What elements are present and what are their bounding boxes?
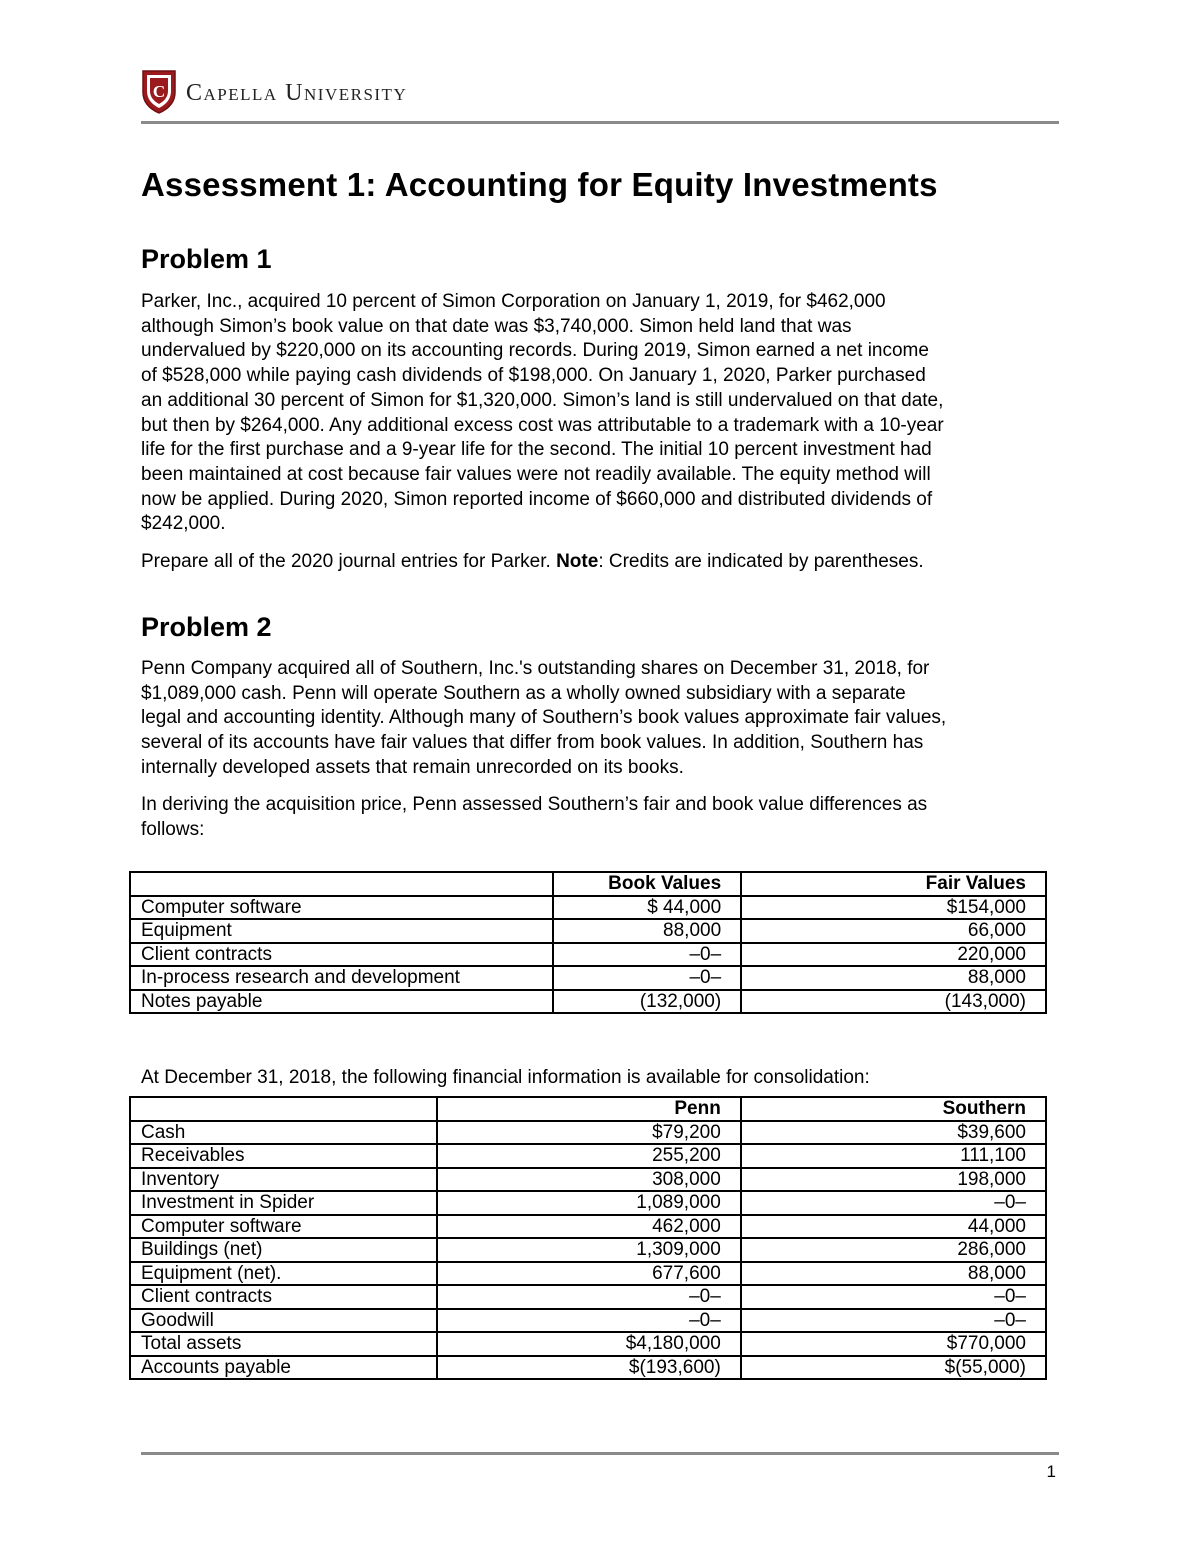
problem1-line: although Simon’s book value on that date was $3,740,000. Simon held land that was: [141, 315, 852, 337]
problem2-line: internally developed assets that remain unrecorded on its books.: [141, 756, 684, 778]
table-cell: $4,180,000: [437, 1332, 741, 1356]
table-cell: –0–: [741, 1285, 1046, 1309]
table-row: [130, 1168, 1046, 1192]
problem1-line: been maintained at cost because fair values were not readily available. The equity method will: [141, 463, 931, 485]
table-header-row: [130, 1097, 1046, 1121]
fair-value-table: [129, 871, 1047, 1014]
table-cell: Receivables: [130, 1144, 437, 1168]
problem1-body: [141, 290, 944, 537]
table-cell: Computer software: [130, 1215, 437, 1239]
table-cell: 88,000: [553, 919, 741, 943]
table-header-cell: [130, 872, 553, 896]
problem1-instruction: [141, 550, 924, 575]
problem2-line: Penn Company acquired all of Southern, Inc.'s outstanding shares on December 31, 2018, for: [141, 658, 930, 679]
problem2-line: In deriving the acquisition price, Penn assessed Southern’s fair and book value differences as: [141, 794, 928, 815]
table-cell: Buildings (net): [130, 1238, 437, 1262]
table-cell: 255,200: [437, 1144, 741, 1168]
table-row: [130, 1144, 1046, 1168]
table-cell: In-process research and development: [130, 966, 553, 990]
table-header-cell: Fair Values: [741, 872, 1046, 896]
problem2-line: several of its accounts have fair values that differ from book values. In addition, Southern has: [141, 732, 924, 754]
problem1-line: Parker, Inc., acquired 10 percent of Simon Corporation on January 1, 2019, for $462,000: [141, 291, 886, 312]
crest-letter: C: [152, 82, 166, 101]
problem1-line: but then by $264,000. Any additional excess cost was attributable to a trademark with a 10-year: [141, 414, 944, 436]
problem1-line: $242,000.: [141, 513, 226, 535]
table-header-cell: Book Values: [553, 872, 741, 896]
problem2-line: $1,089,000 cash. Penn will operate Southern as a wholly owned subsidiary with a separate: [141, 682, 906, 704]
table-cell: 1,089,000: [437, 1191, 741, 1215]
table-row: [130, 1262, 1046, 1286]
table-cell: (143,000): [741, 990, 1046, 1014]
table-header-row: [130, 872, 1046, 896]
table-cell: Client contracts: [130, 1285, 437, 1309]
table-cell: 462,000: [437, 1215, 741, 1239]
problem1-line: of $528,000 while paying cash dividends of $198,000. On January 1, 2020, Parker purchased: [141, 365, 926, 387]
problem1-line: an additional 30 percent of Simon for $1,320,000. Simon’s land is still undervalued on that date,: [141, 389, 944, 411]
table-cell: 66,000: [741, 919, 1046, 943]
table-cell: 308,000: [437, 1168, 741, 1192]
table-row: [130, 896, 1046, 920]
table-row: [130, 1238, 1046, 1262]
table-cell: 111,100: [741, 1144, 1046, 1168]
header-divider: [141, 121, 1059, 124]
table-cell: $(193,600): [437, 1356, 741, 1380]
table-cell: $770,000: [741, 1332, 1046, 1356]
table-cell: Computer software: [130, 896, 553, 920]
table-cell: Goodwill: [130, 1309, 437, 1333]
table-cell: $ 44,000: [553, 896, 741, 920]
table-cell: –0–: [741, 1309, 1046, 1333]
table-cell: –0–: [741, 1191, 1046, 1215]
table-cell: Cash: [130, 1121, 437, 1145]
table-cell: 286,000: [741, 1238, 1046, 1262]
table-cell: Investment in Spider: [130, 1191, 437, 1215]
problem2-body-continued: [141, 793, 927, 842]
table-row: [130, 1215, 1046, 1239]
table-cell: $(55,000): [741, 1356, 1046, 1380]
table-cell: 88,000: [741, 1262, 1046, 1286]
table-cell: 88,000: [741, 966, 1046, 990]
table-cell: $154,000: [741, 896, 1046, 920]
table-header-cell: Penn: [437, 1097, 741, 1121]
page-number: 1: [1046, 1462, 1056, 1481]
problem2-body: [141, 657, 946, 781]
capella-crest-logo: [141, 68, 177, 114]
problem2-heading: Problem 2: [141, 612, 272, 642]
table-row: [130, 919, 1046, 943]
problem2-line: follows:: [141, 818, 205, 840]
table-row: [130, 1309, 1046, 1333]
consolidation-table: [129, 1096, 1047, 1380]
table-cell: $79,200: [437, 1121, 741, 1145]
table-header-cell: [130, 1097, 437, 1121]
page-title: Assessment 1: Accounting for Equity Investments: [141, 166, 938, 203]
table-row: [130, 1285, 1046, 1309]
table-cell: $39,600: [741, 1121, 1046, 1145]
table-cell: (132,000): [553, 990, 741, 1014]
table-cell: Equipment: [130, 919, 553, 943]
table-cell: –0–: [437, 1309, 741, 1333]
table-cell: Client contracts: [130, 943, 553, 967]
table-cell: –0–: [437, 1285, 741, 1309]
problem1-line: undervalued by $220,000 on its accounting records. During 2019, Simon earned a net income: [141, 340, 929, 362]
instruction-text-end: : Credits are indicated by parentheses.: [598, 551, 924, 572]
table-cell: 198,000: [741, 1168, 1046, 1192]
table-row: [130, 966, 1046, 990]
table-cell: 220,000: [741, 943, 1046, 967]
problem1-line: life for the first purchase and a 9-year life for the second. The initial 10 percent investment had: [141, 439, 932, 461]
table-row: [130, 990, 1046, 1014]
consolidation-intro: At December 31, 2018, the following financial information is available for consolidation:: [141, 1067, 870, 1088]
table-row: [130, 1191, 1046, 1215]
table-cell: 677,600: [437, 1262, 741, 1286]
problem1-heading: Problem 1: [141, 244, 272, 274]
page-header: [141, 68, 407, 114]
table-cell: Total assets: [130, 1332, 437, 1356]
table-cell: Inventory: [130, 1168, 437, 1192]
table-row: [130, 1356, 1046, 1380]
table-cell: Accounts payable: [130, 1356, 437, 1380]
university-name: Capella University: [186, 79, 408, 106]
problem1-line: now be applied. During 2020, Simon reported income of $660,000 and distributed dividends of: [141, 488, 933, 510]
instruction-note-label: Note: [556, 551, 599, 572]
table-cell: –0–: [553, 943, 741, 967]
table-header-cell: Southern: [741, 1097, 1046, 1121]
instruction-text: Prepare all of the 2020 journal entries for Parker.: [141, 551, 557, 572]
footer-divider: [141, 1452, 1059, 1455]
table-row: [130, 943, 1046, 967]
table-cell: Notes payable: [130, 990, 553, 1014]
table-row: [130, 1332, 1046, 1356]
table-cell: –0–: [553, 966, 741, 990]
table-cell: Equipment (net).: [130, 1262, 437, 1286]
problem2-line: legal and accounting identity. Although many of Southern’s book values approximate fair values,: [141, 707, 947, 729]
table-cell: 1,309,000: [437, 1238, 741, 1262]
table-cell: 44,000: [741, 1215, 1046, 1239]
table-row: [130, 1121, 1046, 1145]
